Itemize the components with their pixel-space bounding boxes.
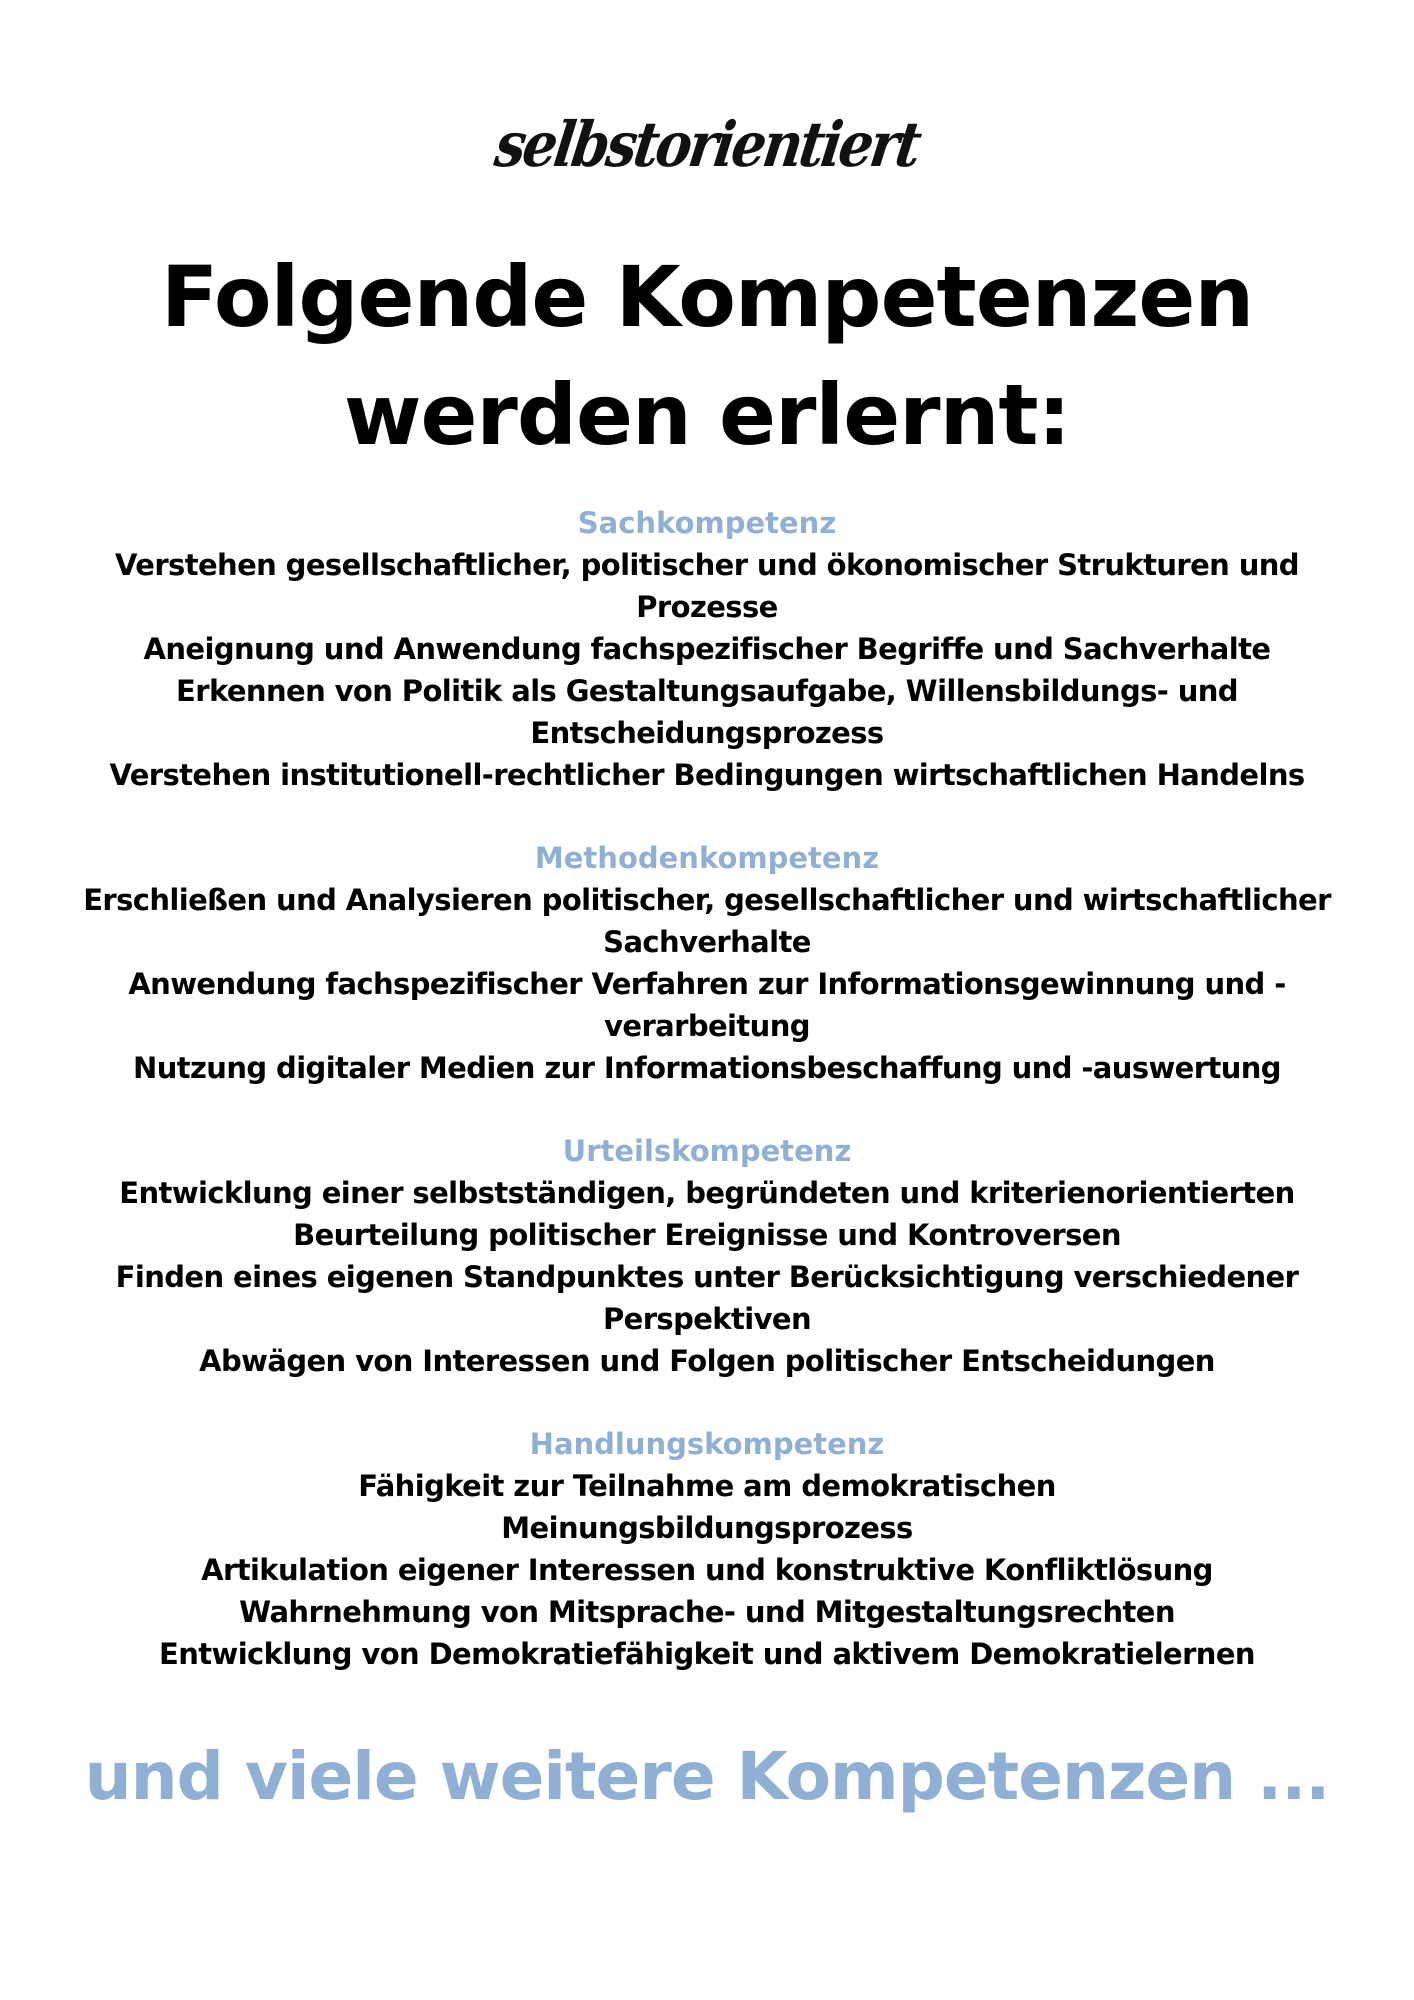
section-sachkompetenz (60, 502, 1354, 796)
section-methodenkompetenz (60, 837, 1354, 1089)
section-line: Nutzung digitaler Medien zur Informationsbeschaffung und -auswertung (133, 1051, 1281, 1085)
section-line: verarbeitung (604, 1009, 810, 1043)
section-line: Aneignung und Anwendung fachspezifischer Begriffe und Sachverhalte (143, 632, 1271, 666)
section-line: Sachverhalte (603, 925, 811, 959)
competence-sections (60, 502, 1354, 1716)
section-heading: Methodenkompetenz (534, 841, 880, 875)
section-line: Abwägen von Interessen und Folgen politischer Entscheidungen (199, 1344, 1215, 1378)
section-line: Entwicklung einer selbstständigen, begründeten und kriterienorientierten (119, 1176, 1295, 1210)
page-title-line-1: Folgende Kompetenzen (160, 248, 1254, 346)
page-title-line-2: werden erlernt: (343, 366, 1071, 464)
section-line: Finden eines eigenen Standpunktes unter Berücksichtigung verschiedener (115, 1260, 1299, 1294)
section-line: Erschließen und Analysieren politischer, gesellschaftlicher und wirtschaftlicher (83, 883, 1331, 917)
section-heading: Urteilskompetenz (562, 1134, 852, 1168)
section-line: Verstehen gesellschaftlicher, politischer und ökonomischer Strukturen und (115, 548, 1299, 582)
footer-tagline: und viele weitere Kompetenzen ... (84, 1738, 1330, 1815)
section-line: Fähigkeit zur Teilnahme am demokratischen (358, 1469, 1056, 1503)
section-line: Entscheidungsprozess (530, 716, 884, 750)
section-line: Artikulation eigener Interessen und konstruktive Konfliktlösung (201, 1553, 1213, 1587)
brand-logo (0, 107, 1414, 181)
section-line: Perspektiven (602, 1302, 812, 1336)
section-line: Erkennen von Politik als Gestaltungsaufgabe, Willensbildungs- und (176, 674, 1238, 708)
section-urteilskompetenz (60, 1130, 1354, 1382)
brand-logo-text: selbstorientiert (490, 107, 924, 181)
section-line: Verstehen institutionell-rechtlicher Bedingungen wirtschaftlichen Handelns (109, 758, 1305, 792)
page-title (0, 238, 1414, 474)
section-line: Meinungsbildungsprozess (501, 1511, 913, 1545)
section-line: Anwendung fachspezifischer Verfahren zur Informationsgewinnung und - (128, 967, 1286, 1001)
section-line: Beurteilung politischer Ereignisse und Kontroversen (293, 1218, 1121, 1252)
section-line: Wahrnehmung von Mitsprache- und Mitgestaltungsrechten (239, 1595, 1175, 1629)
section-heading: Handlungskompetenz (529, 1427, 885, 1461)
section-heading: Sachkompetenz (577, 506, 837, 540)
section-line: Prozesse (636, 590, 778, 624)
section-line: Entwicklung von Demokratiefähigkeit und aktivem Demokratielernen (159, 1637, 1255, 1671)
section-handlungskompetenz (60, 1423, 1354, 1675)
